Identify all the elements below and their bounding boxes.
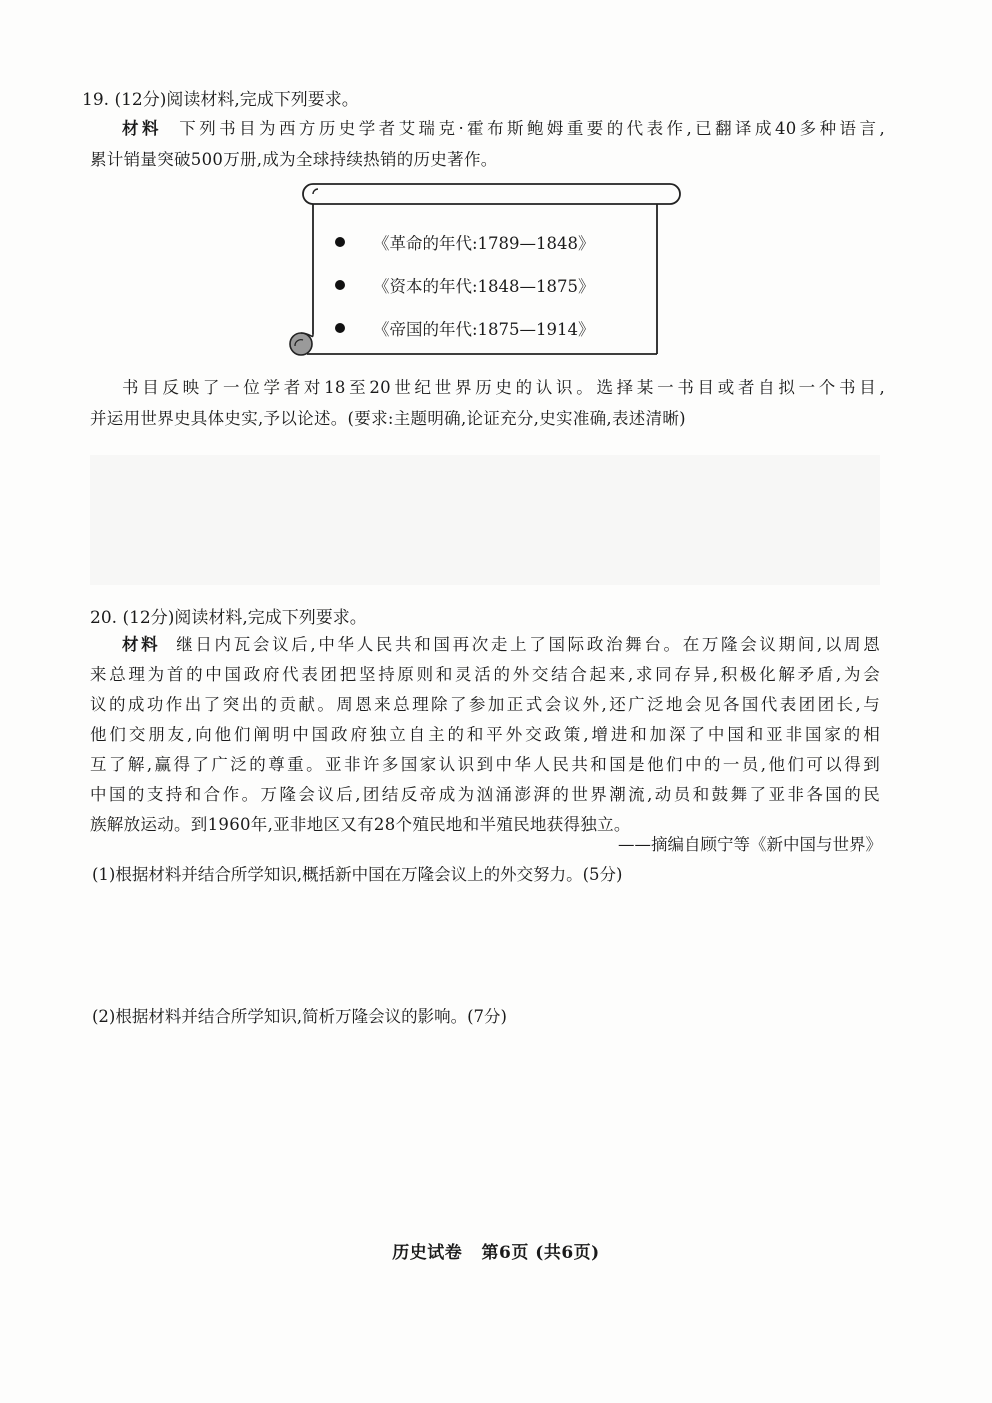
book-item	[335, 220, 665, 263]
q20-material-line: 互了解,赢得了广泛的尊重。亚非许多国家认识到中华人民共和国是他们中的一员,他们可以得到	[90, 755, 880, 774]
q20-subquestion-2: (2)根据材料并结合所学知识,简析万隆会议的影响。(7分)	[92, 1007, 507, 1026]
q19-material-label: 材料	[122, 119, 162, 138]
book-item	[335, 306, 665, 349]
q20-title: 20. (12分)阅读材料,完成下列要求。	[90, 608, 367, 628]
q20-material-line: 族解放运动。到1960年,亚非地区又有28个殖民地和半殖民地获得独立。	[90, 815, 631, 834]
q19-material-line1	[90, 113, 885, 144]
page-footer: 历史试卷 第6页 (共6页)	[392, 1243, 600, 1263]
book-scroll	[285, 178, 685, 360]
q20-material-label: 材料	[122, 635, 161, 654]
q20-subquestion-1: (1)根据材料并结合所学知识,概括新中国在万隆会议上的外交努力。(5分)	[92, 865, 623, 884]
q20-material-text: 继日内瓦会议后,中华人民共和国再次走上了国际政治舞台。在万隆会议期间,以周恩	[176, 635, 880, 654]
book-item	[335, 263, 665, 306]
q20-material-line: 来总理为首的中国政府代表团把坚持原则和灵活的外交结合起来,求同存异,积极化解矛盾,为会	[90, 665, 880, 684]
q20-material-line: 他们交朋友,向他们阐明中国政府独立自主的和平外交政策,增进和加深了中国和亚非国家的相	[90, 725, 880, 744]
q19-task-line2: 并运用世界史具体史实,予以论述。(要求:主题明确,论证充分,史实准确,表述清晰)	[90, 409, 686, 428]
book-title: 《革命的年代:1789—1848》	[373, 233, 595, 253]
bullet-icon	[335, 237, 345, 247]
bullet-icon	[335, 323, 345, 333]
bullet-icon	[335, 280, 345, 290]
q19-material-text1: 下列书目为西方历史学者艾瑞克·霍布斯鲍姆重要的代表作,已翻译成40多种语言,	[179, 119, 885, 138]
book-title: 《帝国的年代:1875—1914》	[373, 319, 595, 339]
q19-title: 19. (12分)阅读材料,完成下列要求。	[82, 90, 359, 110]
q19-material	[90, 113, 885, 175]
book-list	[335, 220, 665, 349]
q20-source: ——摘编自顾宁等《新中国与世界》	[618, 835, 882, 854]
book-title: 《资本的年代:1848—1875》	[373, 276, 595, 296]
q20-material	[90, 630, 880, 840]
q20-material-line: 中国的支持和合作。万隆会议后,团结反帝成为汹涌澎湃的世界潮流,动员和鼓舞了亚非各国的民	[90, 785, 880, 804]
q20-material-line	[90, 630, 880, 660]
q19-task	[90, 372, 885, 434]
scan-shadow	[90, 455, 880, 585]
q19-task-line1: 书目反映了一位学者对18至20世纪世界历史的认识。选择某一书目或者自拟一个书目,	[122, 378, 885, 397]
q19-material-line2: 累计销量突破500万册,成为全球持续热销的历史著作。	[90, 150, 498, 169]
q20-material-line: 议的成功作出了突出的贡献。周恩来总理除了参加正式会议外,还广泛地会见各国代表团团长,与	[90, 695, 880, 714]
